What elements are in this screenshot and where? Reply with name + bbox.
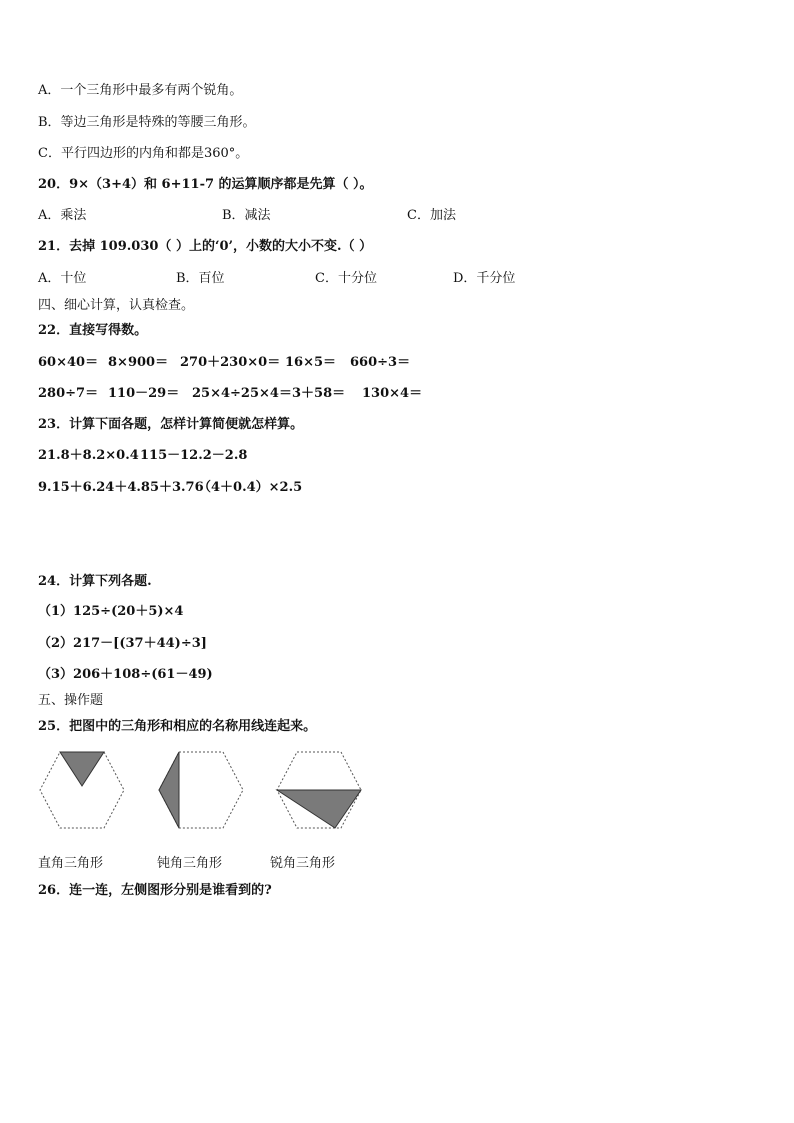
caption-obtuse-triangle: 钝角三角形 — [157, 856, 223, 871]
shaded-triangle — [159, 752, 179, 828]
hexagon-obtuse-triangle-figure — [157, 750, 245, 830]
q22-stem: 22．直接写得数。 — [38, 323, 148, 338]
q21-option-d: D．千分位 — [453, 271, 516, 286]
section-5-heading: 五、操作题 — [38, 693, 104, 708]
q22-r2-c5: 130×4＝ — [362, 386, 423, 401]
q21-option-a: A．十位 — [38, 271, 87, 286]
q22-r1-c2: 8×900＝ — [108, 355, 169, 370]
q22-r1-c5: 660÷3＝ — [350, 355, 411, 370]
caption-right-triangle: 直角三角形 — [38, 856, 104, 871]
q19-option-b: B．等边三角形是特殊的等腰三角形。 — [38, 115, 256, 130]
q22-r2-c3: 25×4÷25×4＝ — [192, 386, 292, 401]
q20-option-b: B．减法 — [222, 208, 271, 223]
q24-item-1: （1）125÷(20＋5)×4 — [38, 604, 184, 619]
q19-option-a: A．一个三角形中最多有两个锐角。 — [38, 83, 243, 98]
q22-r2-c4: 3＋58＝ — [292, 386, 346, 401]
q19-option-c: C．平行四边形的内角和都是360°。 — [38, 146, 249, 161]
q22-r1-c4: 16×5＝ — [285, 355, 337, 370]
q24-item-3: （3）206＋108÷(61－49) — [38, 667, 213, 682]
q21-stem: 21．去掉 109.030（ ）上的‘0’，小数的大小不变.（ ） — [38, 239, 373, 254]
section-4-heading: 四、细心计算，认真检查。 — [38, 298, 195, 313]
q24-item-2: （2）217－[(37＋44)÷3] — [38, 636, 207, 651]
q23-r1-c2: 115－12.2－2.8 — [140, 448, 248, 463]
q22-r2-c2: 110－29＝ — [108, 386, 180, 401]
hexagon-right-triangle-figure — [38, 750, 126, 830]
q22-r1-c1: 60×40＝ — [38, 355, 99, 370]
q25-stem: 25．把图中的三角形和相应的名称用线连起来。 — [38, 719, 317, 734]
q26-stem: 26．连一连，左侧图形分别是谁看到的? — [38, 883, 272, 898]
q24-stem: 24．计算下列各题. — [38, 574, 152, 589]
q22-r1-c3: 270＋230×0＝ — [180, 355, 281, 370]
q20-stem: 20．9×（3+4）和 6+11-7 的运算顺序都是先算（ ）。 — [38, 177, 373, 192]
caption-acute-triangle: 锐角三角形 — [270, 856, 336, 871]
q23-stem: 23．计算下面各题，怎样计算简便就怎样算。 — [38, 417, 304, 432]
q20-option-a: A．乘法 — [38, 208, 87, 223]
hexagon-acute-triangle-figure — [275, 750, 363, 830]
q23-r2-c2: （4＋0.4）×2.5 — [198, 480, 303, 495]
q23-r1-c1: 21.8＋8.2×0.4 — [38, 448, 139, 463]
q20-option-c: C．加法 — [407, 208, 456, 223]
q22-r2-c1: 280÷7＝ — [38, 386, 99, 401]
q21-option-b: B．百位 — [176, 271, 225, 286]
q23-r2-c1: 9.15＋6.24＋4.85＋3.76 — [38, 480, 204, 495]
q21-option-c: C．十分位 — [315, 271, 377, 286]
